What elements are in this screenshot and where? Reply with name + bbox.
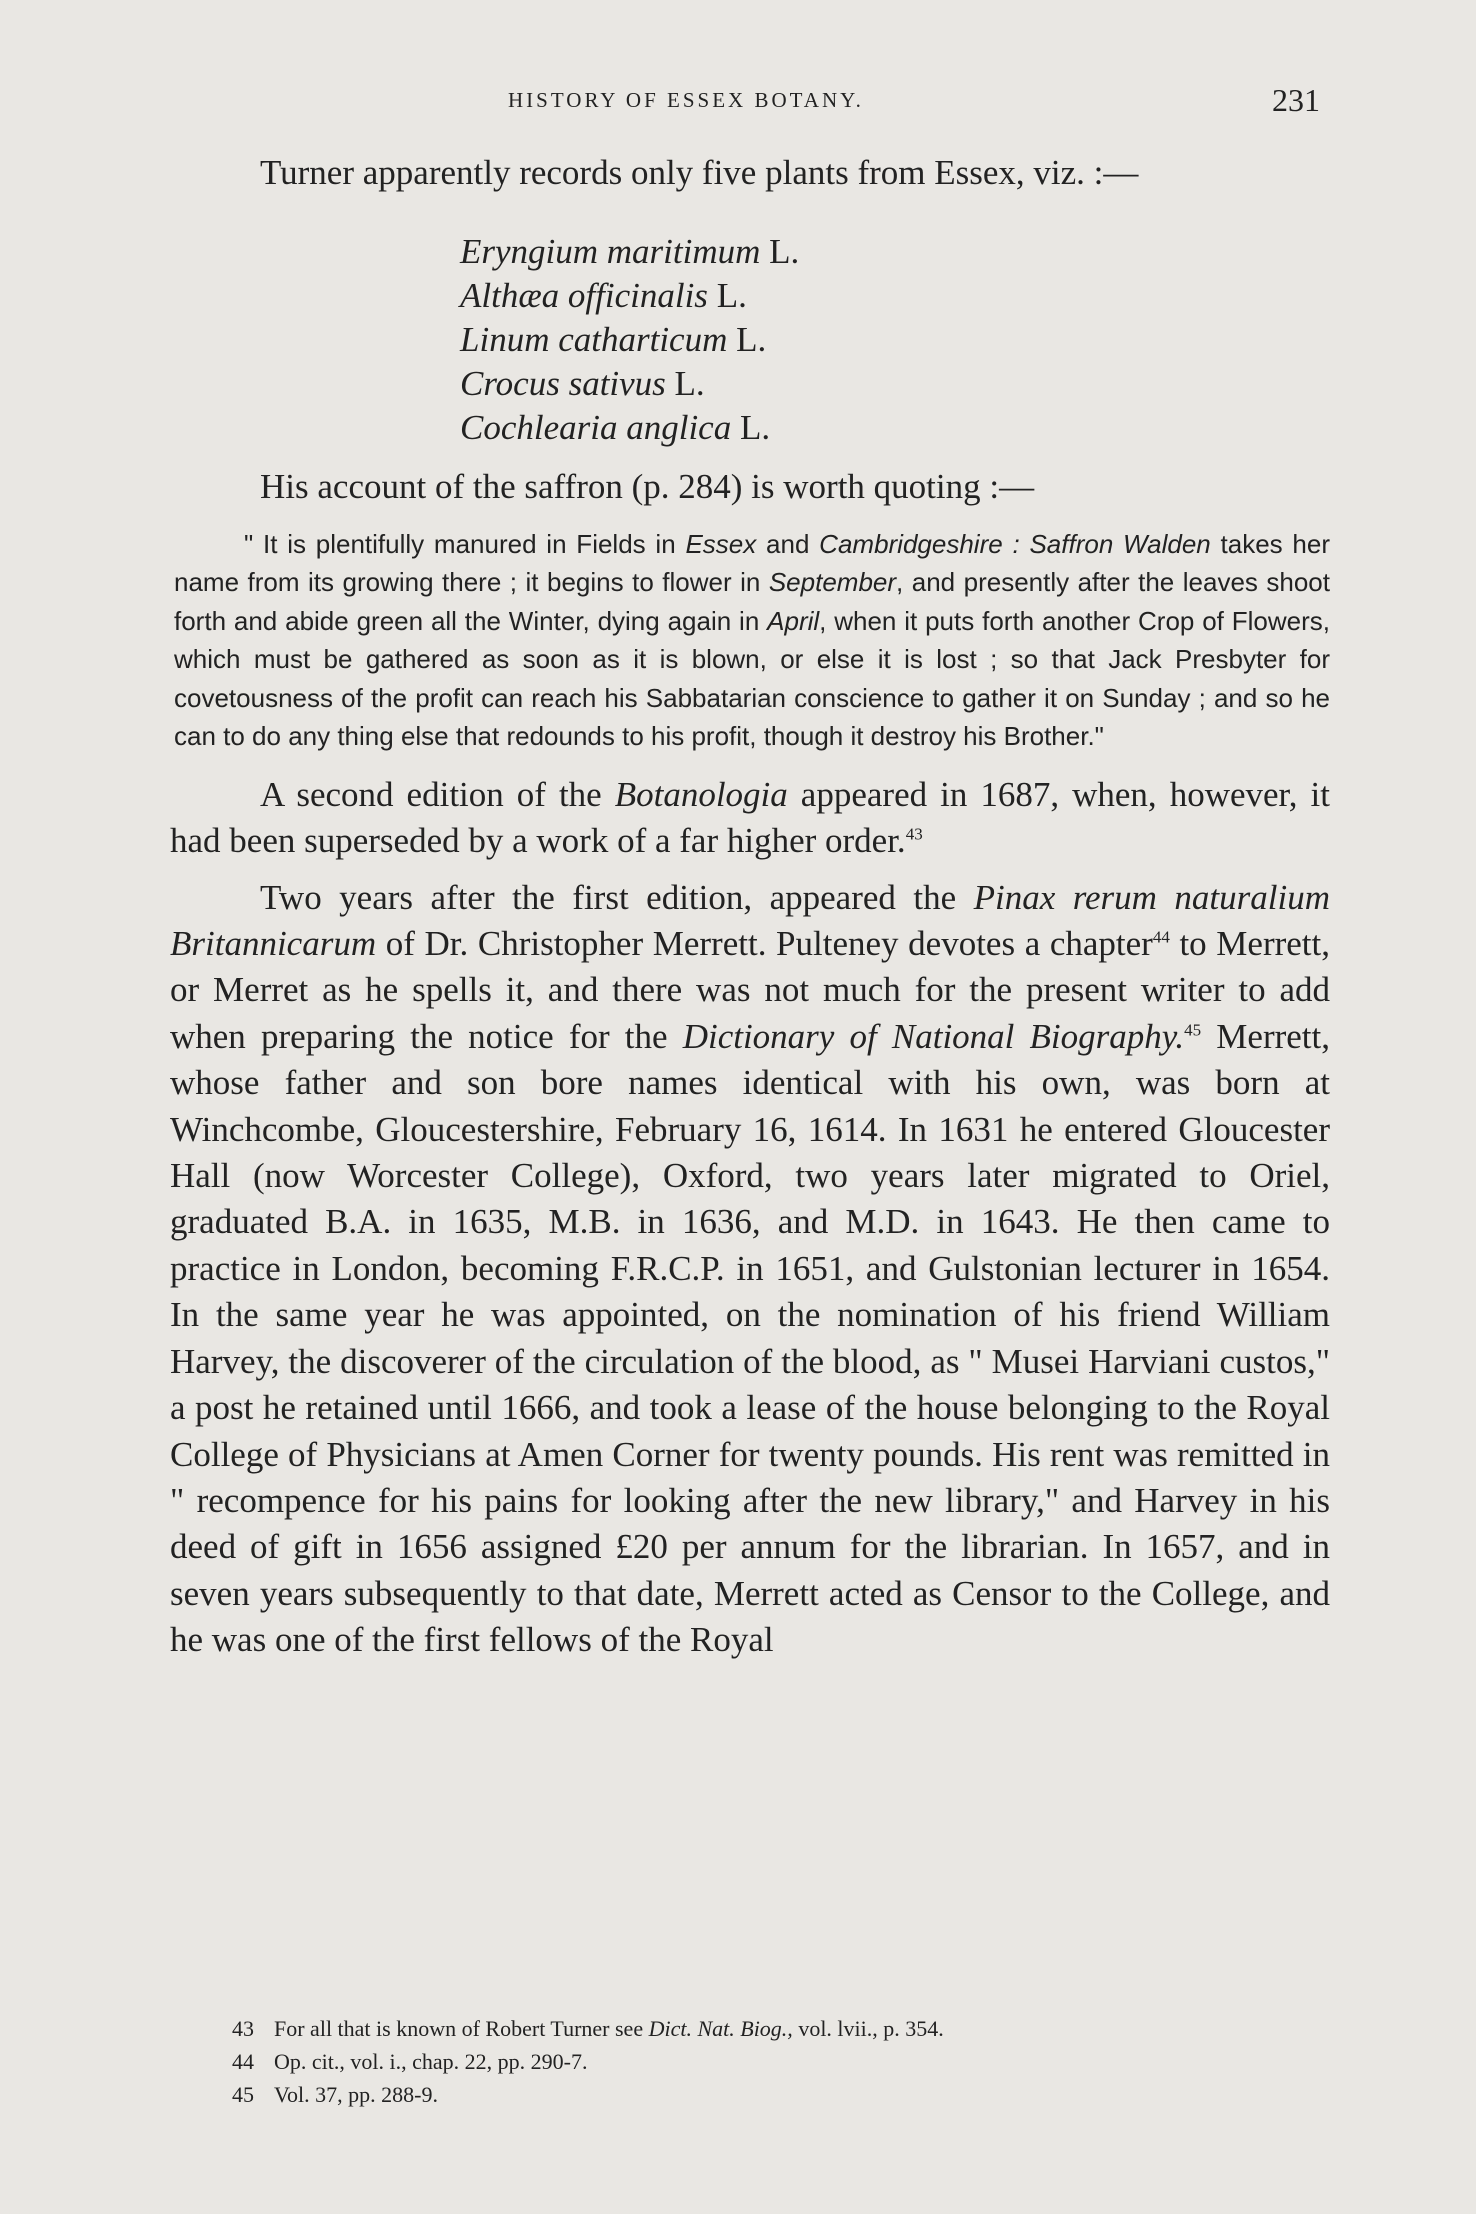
plant-list — [460, 230, 1330, 450]
footnote-ref-44[interactable]: 44 — [1152, 927, 1170, 947]
paragraph-merrett: Two years after the first edition, appeared the Pinax rerum naturalium Britannicarum of Dr. Christopher Merrett. Pulteney devotes a chapter$^{44}$ to Merrett, or Merret as he spells it, and there was not much for the present writer to add when preparing the notice for the Dictionary of National Biography.$^{45}$ Merrett, whose father and son bore names identical with his own, was born at Winchcombe, Gloucestershire, February 16, 1614. In 1631 he entered Gloucester Hall (now Worcester College), Oxford, two years later migrated to Oriel, graduated B.A. in 1635, M.B. in 1636, and M.D. in 1643. He then came to practice in London, becoming F.R.C.P. in 1651, and Gulstonian lecturer in 1654. In the same year he was appointed, on the nomination of his friend William Harvey, the discoverer of the circulation of the blood, as " Musei Harviani custos," a post he retained until 1666, and took a lease of the house belonging to the Royal College of Physicians at Amen Corner for twenty pounds. His rent was remitted in " recompence for his pains for looking after the new library," and Harvey in his deed of gift in 1656 assigned £20 per annum for the librarian. In 1657, and in seven years subsequently to that date, Merrett acted as Censor to the College, and he was one of the first fellows of the Royal — [170, 877, 1330, 1660]
paragraph-second-edition: A second edition of the Botanologia appeared in 1687, when, however, it had been superseded by a work of a far higher order.$^{43}$ — [170, 774, 1330, 861]
footnote-45: 45 Vol. 37, pp. 288-9. — [232, 2082, 438, 2107]
body-text — [170, 150, 1330, 1664]
saffron-quote: " It is plentifully manured in Fields in Essex and Cambridgeshire : Saffron Walden takes her name from its growing there ; it begins to flower in September, and presently after the leaves shoot forth and abide green all the Winter, dying again in April, when it puts forth another Crop of Flowers, which must be gathered as soon as it is blown, or else it is lost ; so that Jack Presbyter for covetousness of the profit can reach his Sabbatarian conscience to gather it on Sunday ; and so he can to do any thing else that redounds to his profit, though it destroy his Brother." — [174, 528, 1331, 752]
paragraph-saffron-account: His account of the saffron (p. 284) is worth quoting :— — [260, 467, 1035, 507]
footnote-44: 44 Op. cit., vol. i., chap. 22, pp. 290-7. — [232, 2049, 588, 2074]
footnote-ref-43[interactable]: 43 — [905, 824, 923, 844]
plant-item: Eryngium maritimum L. — [460, 232, 800, 272]
plant-item: Cochlearia anglica L. — [460, 408, 771, 448]
plant-item: Linum catharticum L. — [460, 320, 767, 360]
footnotes — [232, 2012, 944, 2111]
footnote-ref-45[interactable]: 45 — [1184, 1020, 1202, 1040]
page-number: 231 — [1272, 82, 1320, 118]
running-title: HISTORY OF ESSEX BOTANY. — [508, 88, 864, 112]
paragraph-turner: Turner apparently records only five plants from Essex, viz. :— — [260, 153, 1139, 192]
running-head — [170, 82, 1330, 122]
plant-item: Althæa officinalis L. — [460, 276, 747, 316]
footnote-43: 43 For all that is known of Robert Turner see Dict. Nat. Biog., vol. lvii., p. 354. — [232, 2016, 944, 2041]
plant-item: Crocus sativus L. — [460, 364, 705, 404]
